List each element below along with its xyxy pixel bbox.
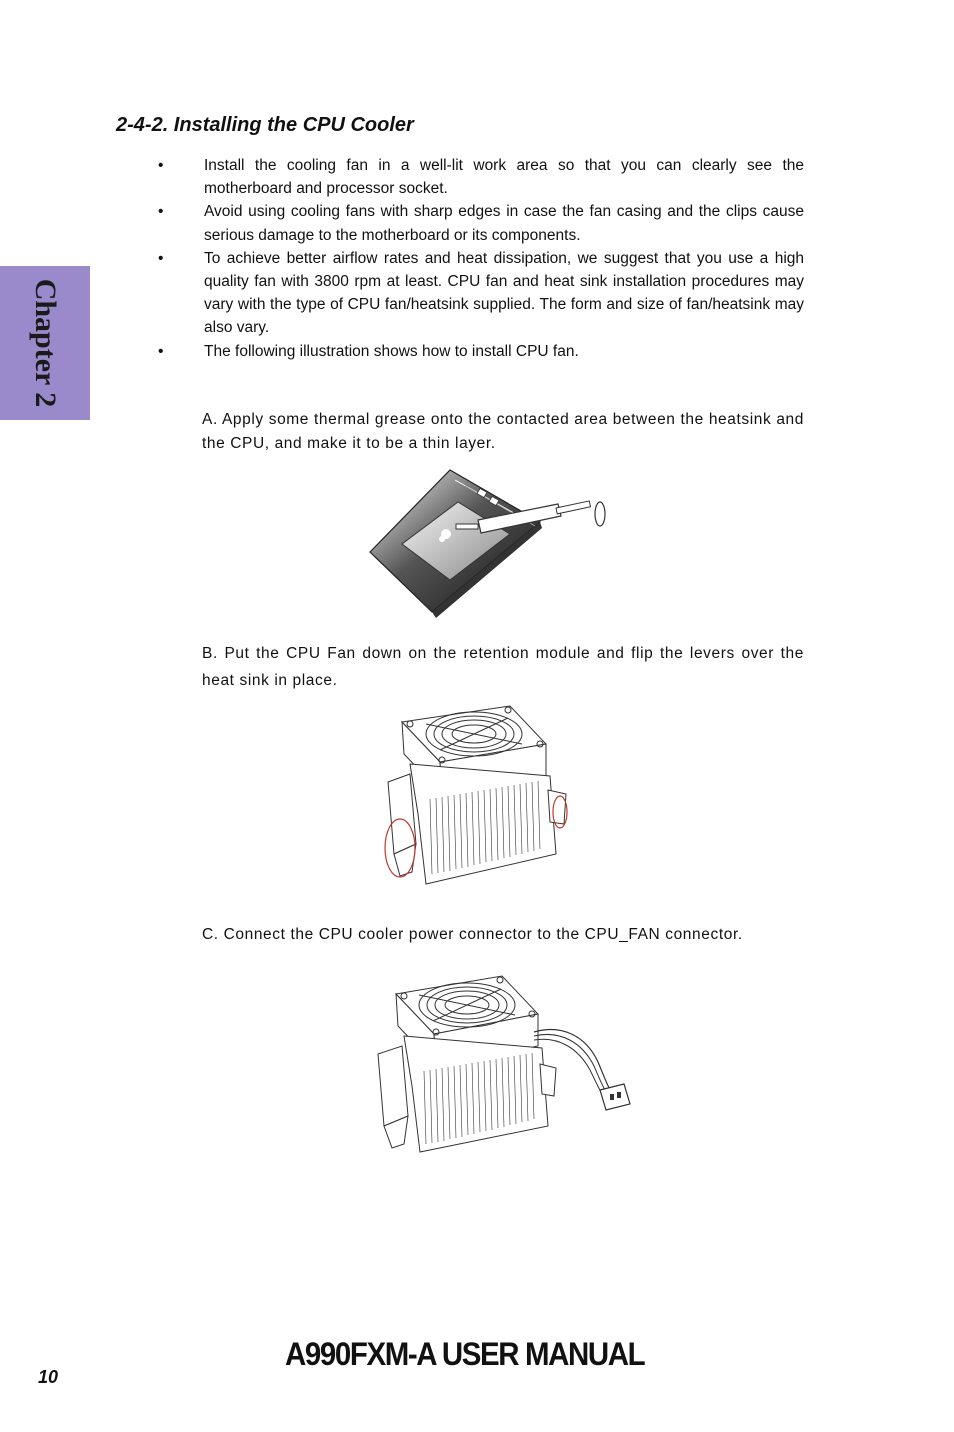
cpu-fan-levers-illustration — [380, 704, 570, 886]
bullet-item — [150, 340, 804, 363]
thermal-grease-illustration — [360, 462, 610, 620]
step-b-text: B. Put the CPU Fan down on the retention module and flip the levers over the heat sink in place. — [202, 645, 804, 689]
step-a-text: A. Apply some thermal grease onto the contacted area between the heatsink and the CPU, and make it to be a thin layer. — [202, 411, 804, 452]
bullet-item — [150, 247, 804, 340]
bullet-icon: • — [158, 249, 164, 267]
bullet-text: Avoid using cooling fans with sharp edges in case the fan casing and the clips cause serious damage to the motherboard or its components. — [204, 203, 804, 244]
step-c-text: C. Connect the CPU cooler power connector to the CPU_FAN connector. — [202, 926, 743, 943]
cpu-socket-icon — [370, 470, 542, 618]
bullet-text: To achieve better airflow rates and heat dissipation, we suggest that you use a high quality fan with 3800 rpm at least. CPU fan and heat sink installation procedures may vary with the type of CPU fan/heatsink supplied. The form and size of fan/heatsink may also vary. — [204, 249, 804, 337]
bullet-icon: • — [158, 157, 164, 174]
bullet-text: Install the cooling fan in a well-lit work area so that you can clearly see the motherboard and processor socket. — [204, 157, 804, 198]
manual-title: A990FXM-A USER MANUAL — [285, 1336, 645, 1372]
bullet-list — [150, 154, 804, 363]
cpu-fan-connector-illustration — [372, 972, 634, 1154]
bullet-text: The following illustration shows how to install CPU fan. — [204, 342, 579, 360]
chapter-tab — [0, 266, 90, 420]
page-number: 10 — [38, 1367, 59, 1387]
bullet-icon: • — [158, 342, 164, 360]
chapter-tab-label: Chapter 2 — [29, 278, 62, 408]
bullet-item — [150, 200, 804, 246]
bullet-item — [150, 154, 804, 200]
section-title: 2-4-2. Installing the CPU Cooler — [116, 114, 414, 136]
bullet-icon: • — [158, 203, 164, 221]
